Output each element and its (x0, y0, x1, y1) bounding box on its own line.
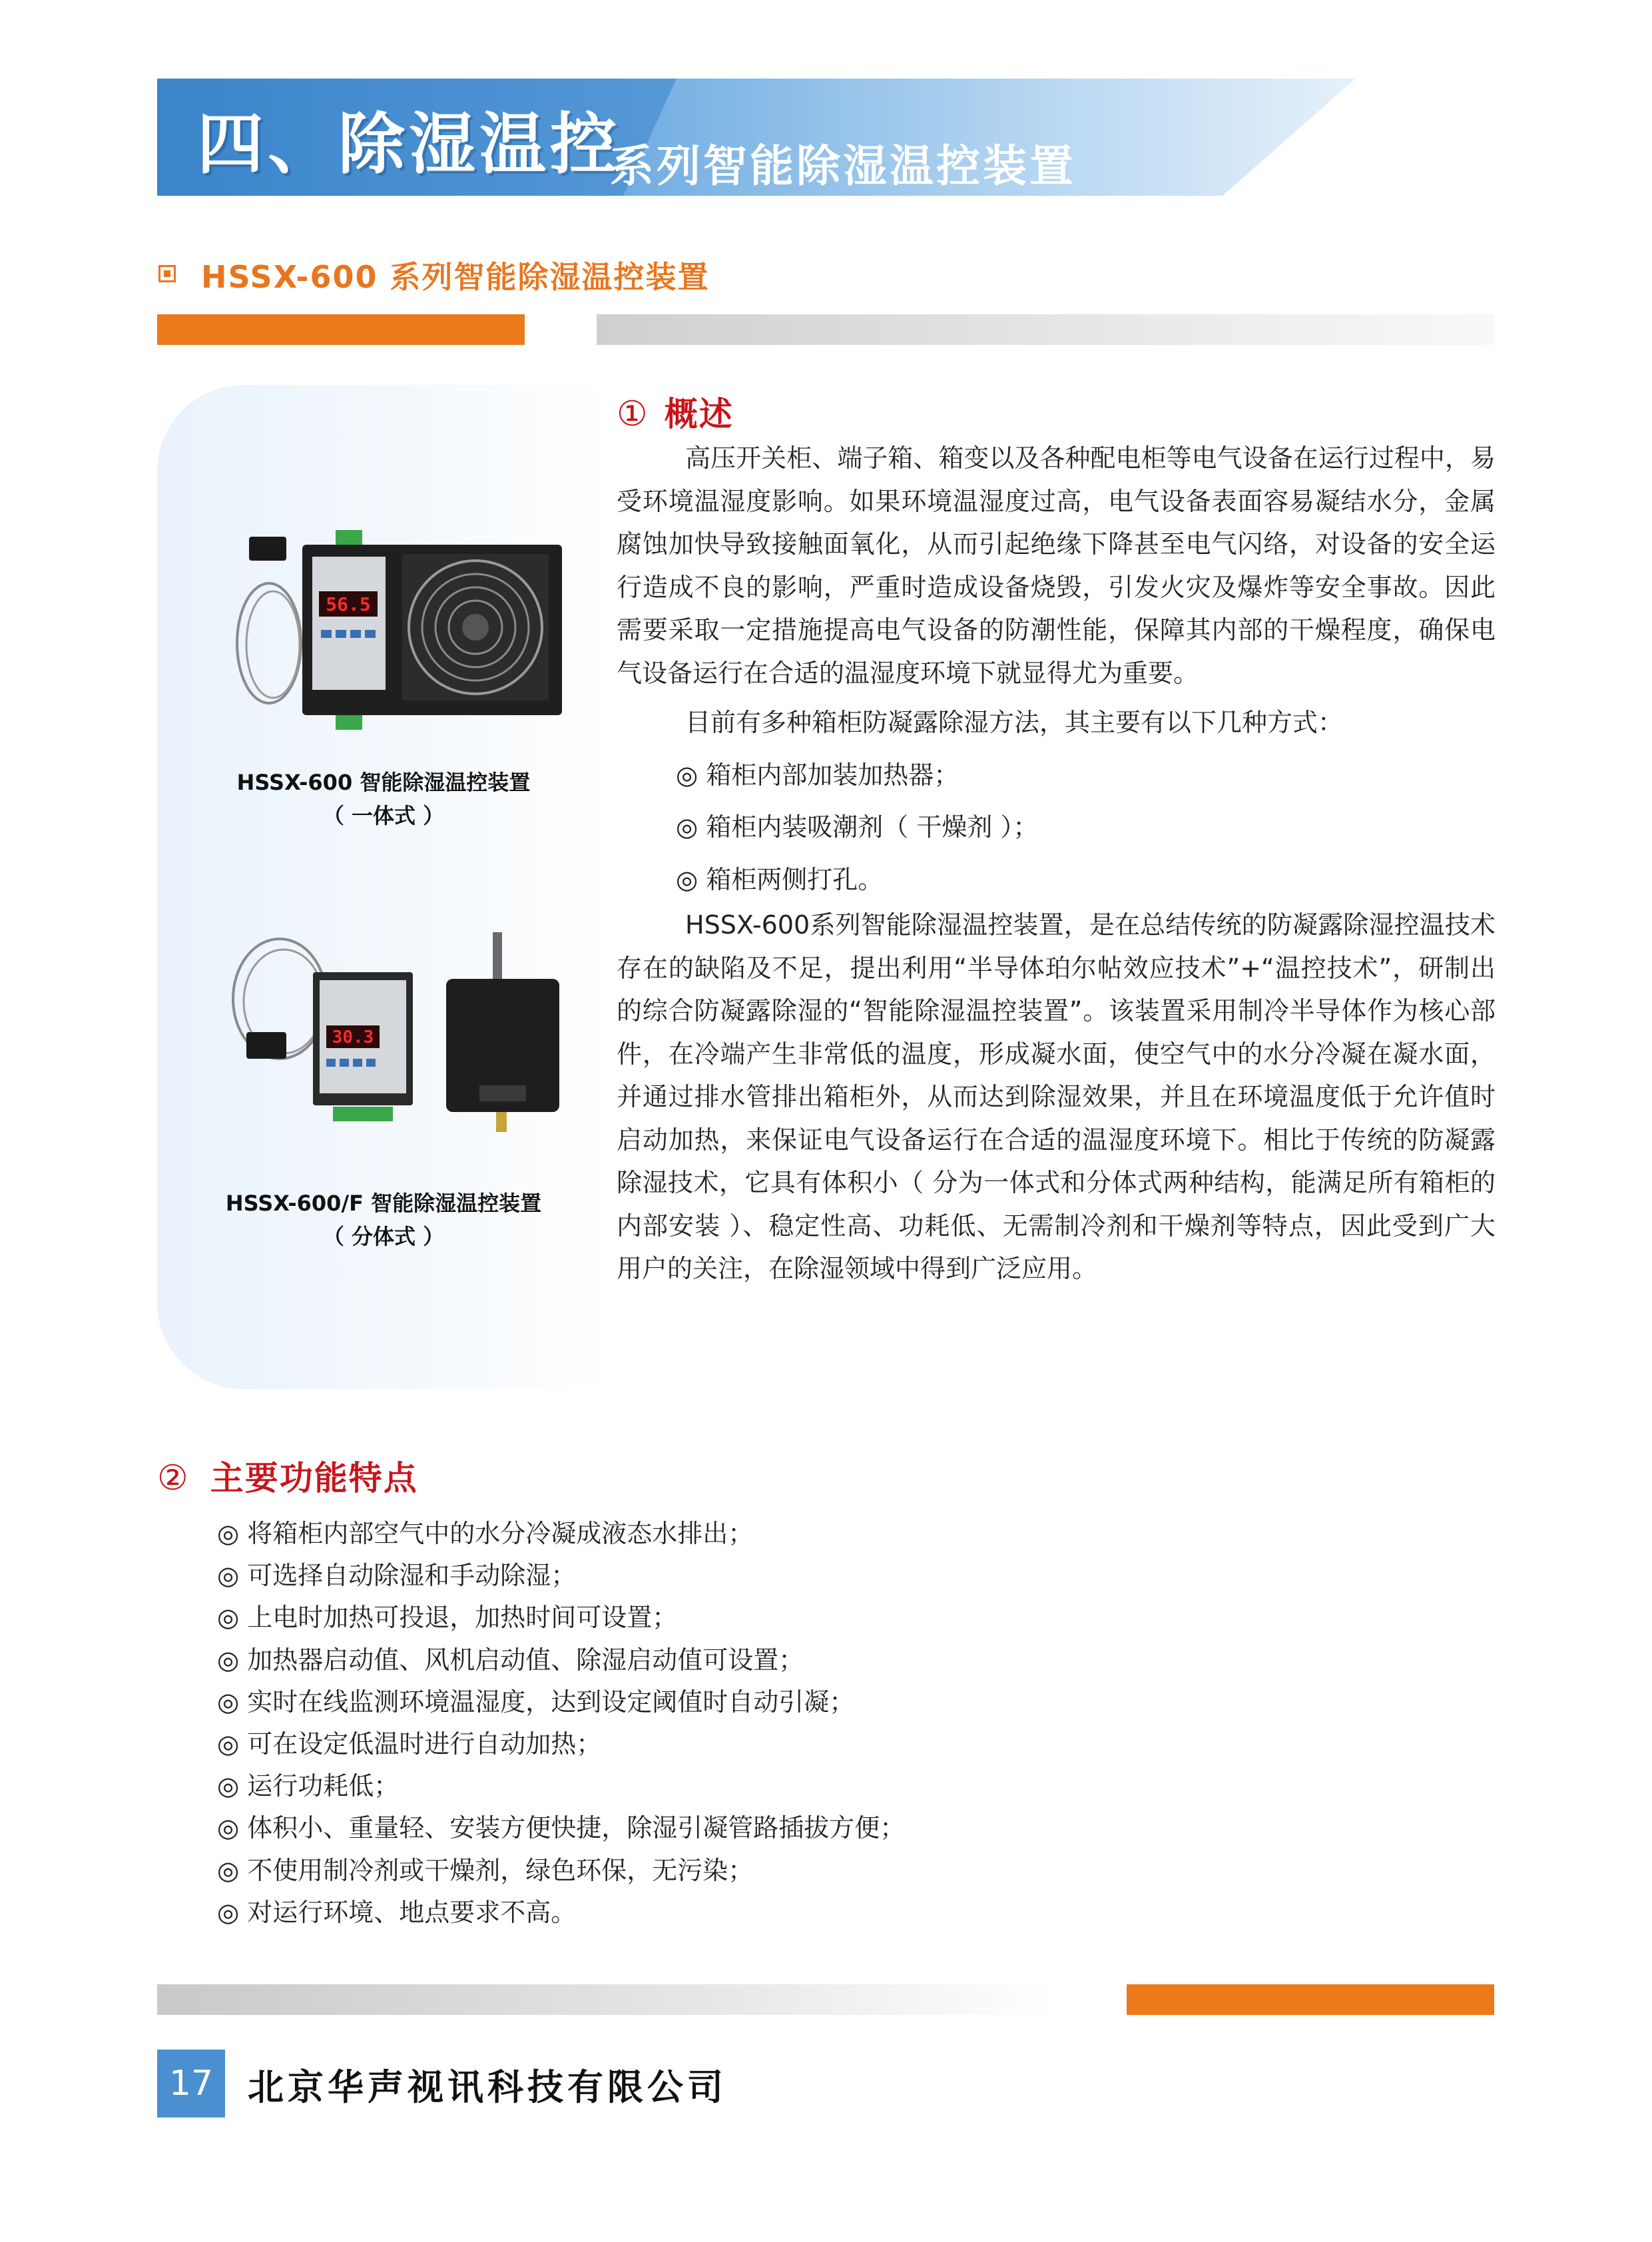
feature-item: ◎ 运行功耗低； (217, 1771, 400, 1801)
feature-item: ◎ 实时在线监测环境温湿度，达到设定阈值时自动引凝； (217, 1687, 855, 1717)
feature-item: ◎ 可选择自动除湿和手动除湿； (217, 1561, 577, 1591)
header-banner (157, 79, 1356, 196)
method-item: ◎ 箱柜内装吸潮剂（ 干燥剂 ）； (676, 812, 1039, 842)
overview-heading (617, 388, 734, 435)
features-heading-text: 主要功能特点 (210, 1459, 418, 1498)
feature-item: ◎ 将箱柜内部空气中的水分冷凝成液态水排出； (217, 1519, 754, 1548)
product-caption-integrated: HSSX-600 智能除湿温控装置 (236, 770, 531, 795)
orange-divider-bottom (1127, 1984, 1494, 2015)
overview-paragraph-1: 高压开关柜、端子箱、箱变以及各种配电柜等电气设备在运行过程中，易受环境温湿度影响。如果环境温湿度过高，电气设备表面容易凝结水分，金属腐蚀加快导致接触面氧化，从而引起绝缘下降甚至电气闪络，对设备的安全运行造成不良的影响，严重时造成设备烧毁，引发火灾及爆炸等安全事故。因此需要采取一定措施提高电气设备的防潮性能，保障其内部的干燥程度，确保电气设备运行在合适的温湿度环境下就显得尤为重要。 (617, 443, 1496, 688)
features-heading (157, 1452, 418, 1500)
company-name: 北京华声视讯科技有限公司 (248, 2066, 727, 2108)
orange-divider-top (157, 314, 525, 345)
feature-item: ◎ 对运行环境、地点要求不高。 (217, 1897, 577, 1927)
gray-divider-bottom (157, 1984, 1055, 2015)
overview-paragraph-2: 目前有多种箱柜防凝露除湿方法，其主要有以下几种方式： (685, 708, 1344, 737)
overview-body (617, 437, 1496, 1290)
product-caption-split-type: （ 分体式 ） (322, 1224, 445, 1249)
feature-item: ◎ 加热器启动值、风机启动值、除湿启动值可设置； (217, 1645, 804, 1675)
product-caption-integrated-type: （ 一体式 ） (322, 803, 445, 828)
method-item: ◎ 箱柜两侧打孔。 (676, 864, 884, 894)
feature-item: ◎ 不使用制冷剂或干燥剂，绿色环保，无污染； (217, 1855, 754, 1885)
method-item: ◎ 箱柜内部加装加热器； (676, 760, 960, 790)
features-list (217, 1513, 1416, 1934)
section-bullet-icon (158, 265, 176, 282)
product-caption-split: HSSX-600/F 智能除湿温控装置 (225, 1191, 542, 1216)
overview-paragraph-3: HSSX-600系列智能除湿温控装置，是在总结传统的防凝露除湿控温技术存在的缺陷及不足，提出利用“半导体珀尔帖效应技术”+“温控技术”，研制出的综合防凝露除湿的“智能除湿温控装置”。该装置采用制冷半导体作为核心部件，在冷端产生非常低的温度，形成凝水面，使空气中的水分冷凝在凝水面，并通过排水管排出箱柜外，从而达到除湿效果，并且在环境温度低于允许值时启动加热，来保证电气设备运行在合适的温湿度环境下。相比于传统的防凝露除湿技术，它具有体积小（ 分为一体式和分体式两种结构，能满足所有箱柜的内部安装 ）、稳定性高、功耗低、无需制冷剂和干燥剂等特点，因此受到广大用户的关注，在除湿领域中得到广泛应用。 (617, 910, 1496, 1283)
feature-item: ◎ 体积小、重量轻、安装方便快捷，除湿引凝管路插拔方便； (217, 1813, 906, 1843)
feature-item: ◎ 可在设定低温时进行自动加热； (217, 1729, 602, 1759)
display-readout-2: 30.3 (332, 1027, 374, 1047)
circled-number-1: ① (617, 394, 648, 434)
product-image-integrated (229, 530, 562, 730)
product-image-split (226, 932, 573, 1139)
display-readout-1: 56.5 (326, 593, 371, 615)
feature-item: ◎ 上电时加热可投退，加热时间可设置； (217, 1603, 678, 1633)
section-title: HSSX-600 系列智能除湿温控装置 (201, 259, 710, 295)
banner-title-main: 四、除湿温控 (197, 105, 621, 183)
page-number: 17 (157, 2050, 225, 2117)
overview-heading-text: 概述 (664, 395, 734, 433)
banner-title-sub: 系列智能除湿温控装置 (610, 140, 1076, 192)
gray-divider-top (597, 314, 1494, 345)
circled-number-2: ② (157, 1458, 188, 1498)
